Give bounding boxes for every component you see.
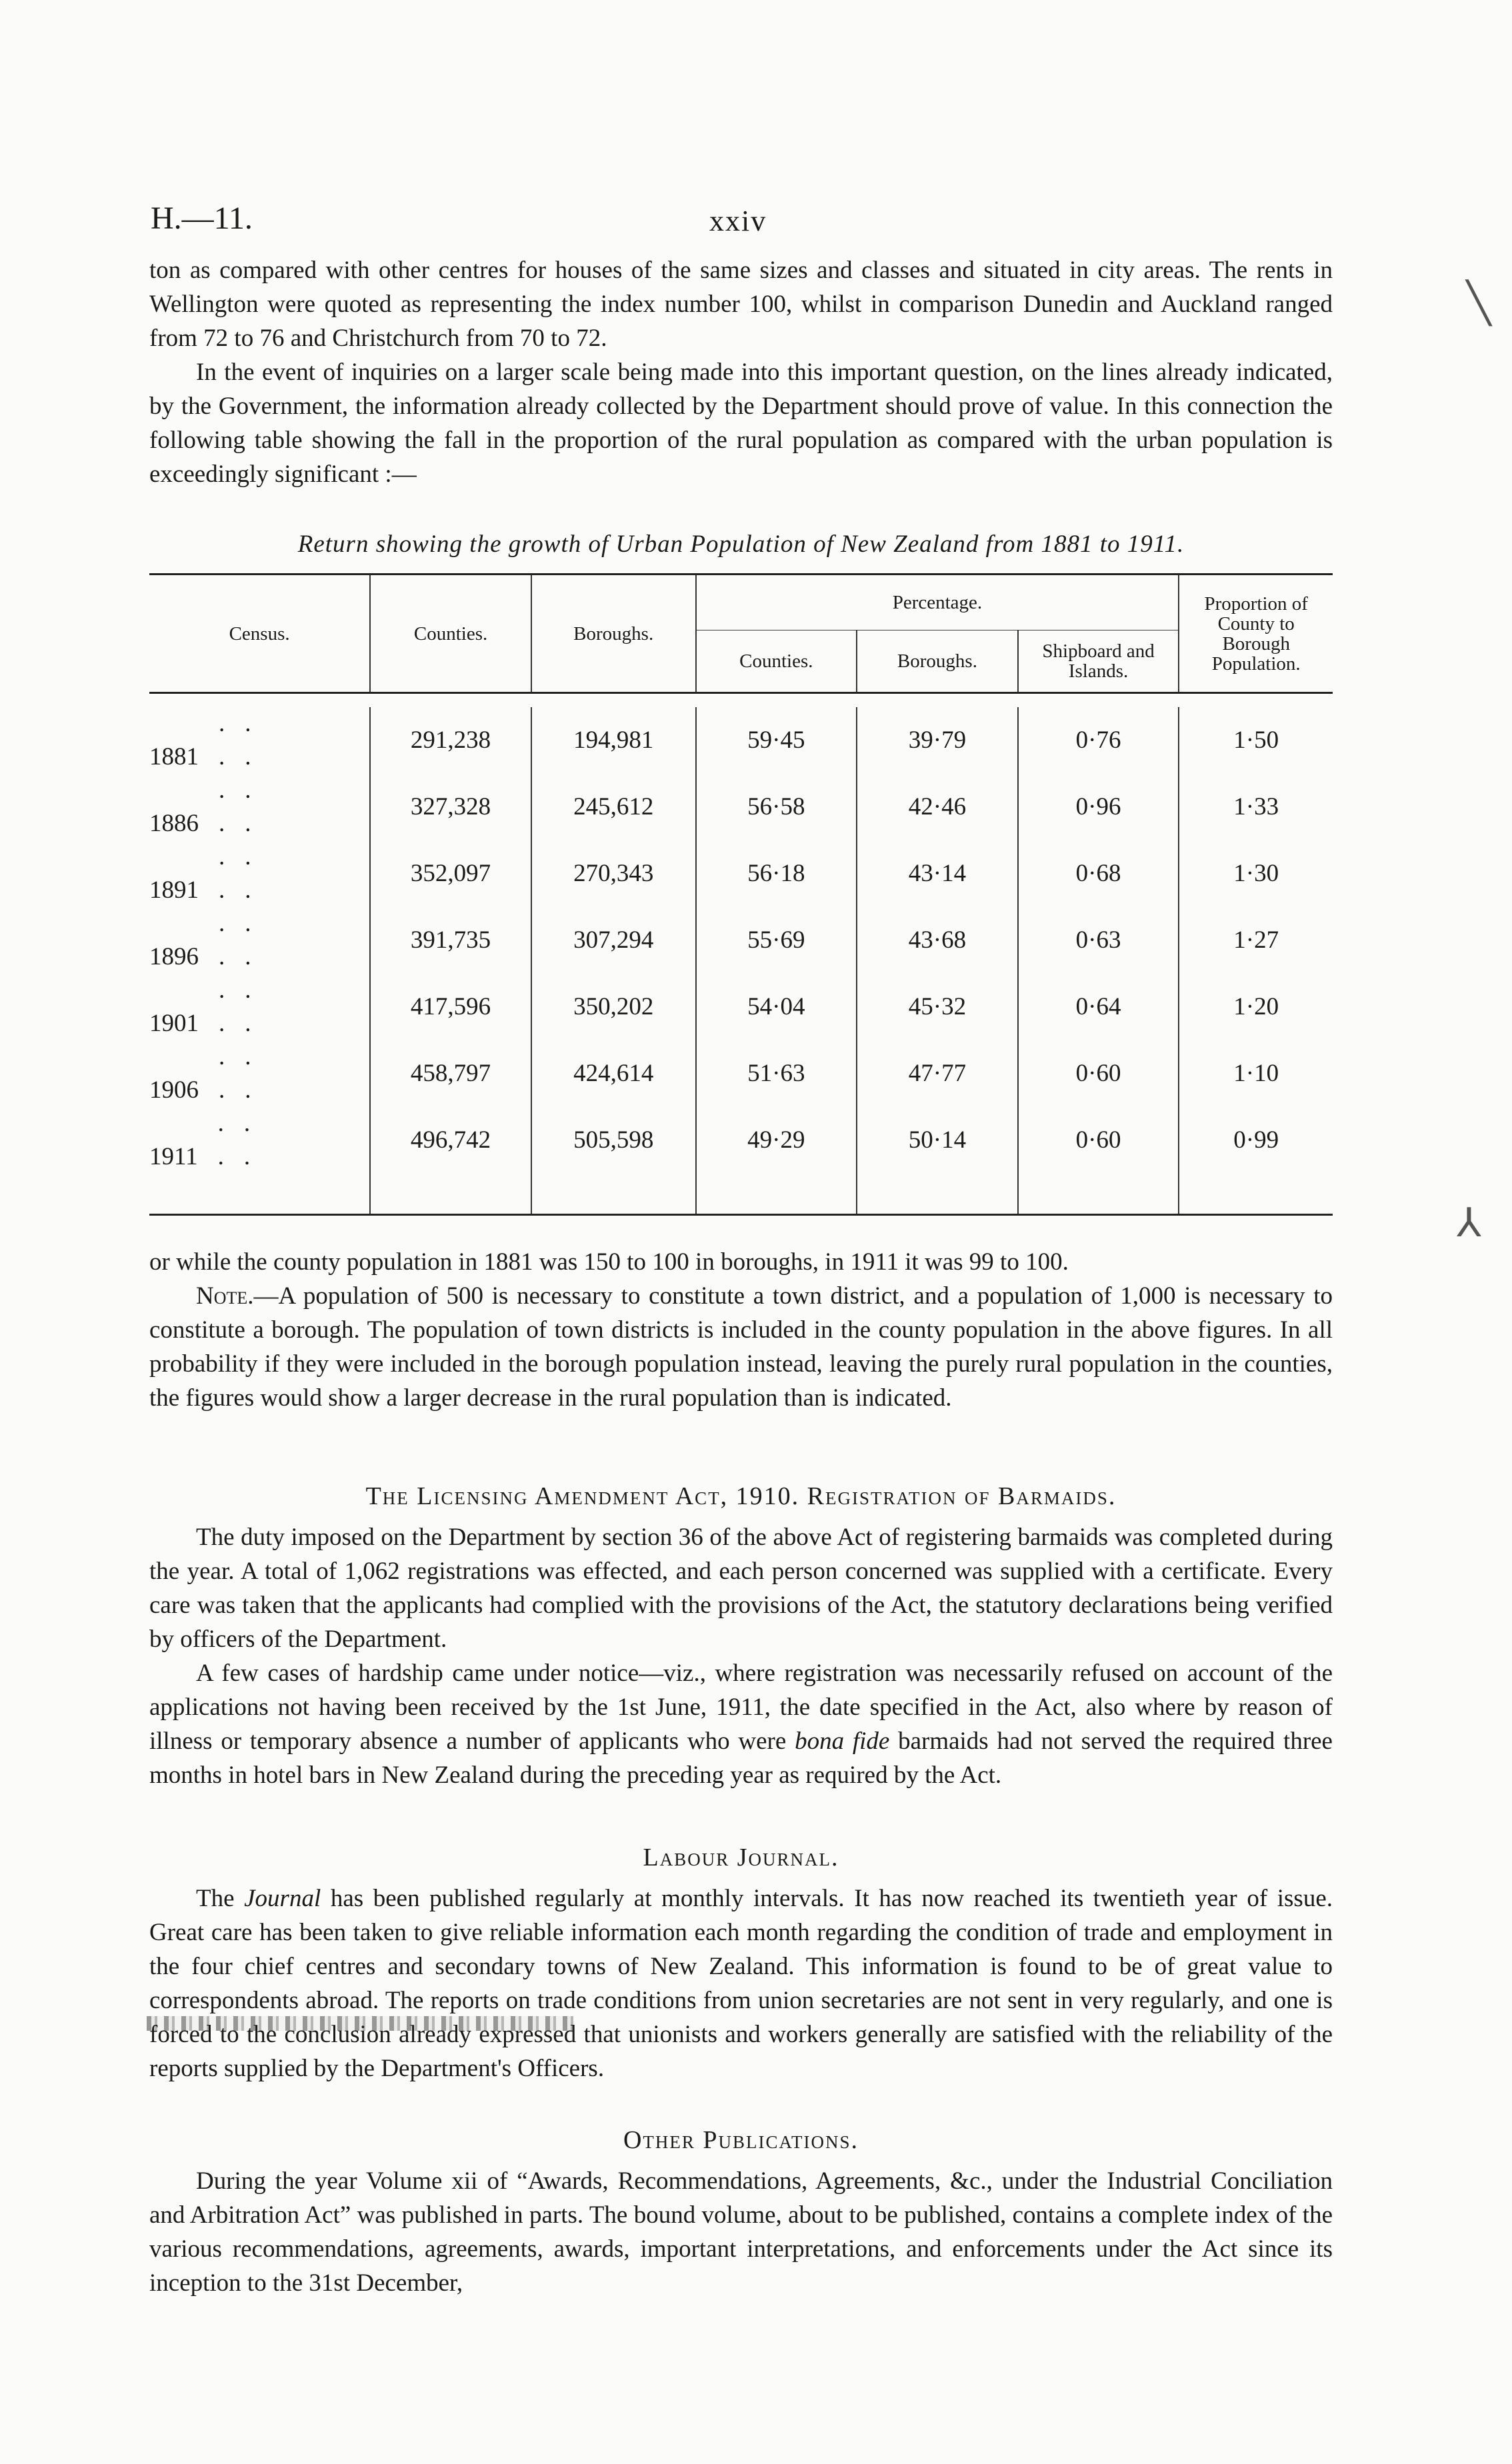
cell-proportion: 1·27 bbox=[1179, 907, 1333, 974]
col-counties: Counties. bbox=[370, 575, 531, 693]
cell-pct-shipboard: 0·60 bbox=[1018, 1107, 1179, 1174]
cell-pct-shipboard: 0·96 bbox=[1018, 774, 1179, 840]
paragraph: ton as compared with other centres for houses of the same sizes and classes and situated in city areas. The rents in Wellington were quoted as representing the index number 100, whilst in comparison Dunedin and Auckland ranged from 72 to 76 and Christchurch from 70 to 72. bbox=[149, 257, 1333, 352]
col-pct-shipboard: Shipboard and Islands. bbox=[1018, 630, 1179, 693]
cell-proportion: 1·10 bbox=[1179, 1040, 1333, 1107]
population-table bbox=[149, 573, 1333, 1216]
note-text: —A population of 500 is necessary to constitute a town district, and a population of 1,000 is necessary to constitute a borough. The population of town districts is included in the county population in the above figures. In all probability if they were included in the borough population instead, leaving the purely rural population in the counties, the figures would show a larger decrease in the rural population than is indicated. bbox=[149, 1282, 1333, 1412]
cell-proportion: 1·20 bbox=[1179, 974, 1333, 1040]
cell-proportion: 1·30 bbox=[1179, 840, 1333, 907]
table-row bbox=[149, 707, 1333, 774]
cell-pct-boroughs: 43·68 bbox=[857, 907, 1018, 974]
table-row bbox=[149, 1107, 1333, 1174]
cell-counties: 417,596 bbox=[370, 974, 531, 1040]
leader-dots: .. .. bbox=[219, 1043, 271, 1104]
cell-boroughs: 245,612 bbox=[531, 774, 696, 840]
cell-proportion: 0·99 bbox=[1179, 1107, 1333, 1174]
cell-pct-boroughs: 47·77 bbox=[857, 1040, 1018, 1107]
cell-boroughs: 307,294 bbox=[531, 907, 696, 974]
note-paragraph bbox=[149, 1279, 1333, 1415]
paragraph bbox=[149, 1881, 1333, 2085]
cell-proportion: 1·50 bbox=[1179, 707, 1333, 774]
cell-year: 1896 bbox=[149, 943, 199, 970]
cell-boroughs: 270,343 bbox=[531, 840, 696, 907]
cell-pct-counties: 54·04 bbox=[696, 974, 857, 1040]
cell-pct-shipboard: 0·64 bbox=[1018, 974, 1179, 1040]
cell-year: 1906 bbox=[149, 1076, 199, 1104]
col-proportion: Proportion of County to Borough Population. bbox=[1179, 575, 1333, 693]
table-row bbox=[149, 774, 1333, 840]
text-run: barmaids had not served the required three months in hotel bars in New Zealand during the preceding year as required by the Act. bbox=[149, 1728, 1333, 1789]
section-heading-labour: Labour Journal. bbox=[643, 1844, 839, 1871]
cell-counties: 458,797 bbox=[370, 1040, 531, 1107]
italic-run: Journal bbox=[244, 1885, 321, 1912]
table-row bbox=[149, 1040, 1333, 1107]
cell-pct-boroughs: 45·32 bbox=[857, 974, 1018, 1040]
table-title: Return showing the growth of Urban Population of New Zealand from 1881 to 1911. bbox=[297, 531, 1185, 558]
cell-counties: 327,328 bbox=[370, 774, 531, 840]
cell-pct-boroughs: 43·14 bbox=[857, 840, 1018, 907]
cell-boroughs: 505,598 bbox=[531, 1107, 696, 1174]
cell-counties: 496,742 bbox=[370, 1107, 531, 1174]
section-heading-other: Other Publications. bbox=[623, 2126, 859, 2154]
col-boroughs: Boroughs. bbox=[531, 575, 696, 693]
italic-run: bona fide bbox=[795, 1728, 890, 1755]
cell-pct-counties: 51·63 bbox=[696, 1040, 857, 1107]
cell-boroughs: 424,614 bbox=[531, 1040, 696, 1107]
leader-dots: .. .. bbox=[217, 1110, 271, 1170]
document-code: H.—11. bbox=[151, 201, 253, 236]
table-row bbox=[149, 840, 1333, 907]
cell-boroughs: 194,981 bbox=[531, 707, 696, 774]
col-pct-counties: Counties. bbox=[696, 630, 857, 693]
leader-dots: .. .. bbox=[219, 710, 271, 770]
cell-pct-counties: 56·58 bbox=[696, 774, 857, 840]
leader-dots: .. .. bbox=[219, 776, 271, 837]
leader-dots: .. .. bbox=[219, 976, 271, 1037]
scan-mark: ⅄ bbox=[1457, 1201, 1481, 1245]
text-run: has been published regularly at monthly intervals. It has now reached its twentieth year of issue. Great care has been taken to give reliable information each month regarding the condition of trade and employment in the four chief centres and secondary towns of New Zealand. This information is found to be of great value to correspondents abroad. The reports on trade conditions from union secretaries are not sent in very regularly, and one is forced to the conclusion already expressed that unionists and workers generally are satisfied with the reliability of the reports supplied by the Department's Officers. bbox=[149, 1885, 1333, 2082]
text-run: A few cases of hardship came under notice—viz., where registration was necessarily refused on account of the applications not having been received by the 1st June, 1911, the date specified in the Act, also where by reason of illness or temporary absence a number of applicants who were bbox=[149, 1660, 1333, 1755]
cell-pct-shipboard: 0·60 bbox=[1018, 1040, 1179, 1107]
cell-pct-boroughs: 50·14 bbox=[857, 1107, 1018, 1174]
cell-pct-boroughs: 42·46 bbox=[857, 774, 1018, 840]
col-percentage: Percentage. bbox=[696, 575, 1179, 630]
cell-year: 1891 bbox=[149, 876, 199, 904]
scan-mark: ╲ bbox=[1467, 281, 1491, 325]
table-row bbox=[149, 974, 1333, 1040]
paragraph: During the year Volume xii of “Awards, Recommendations, Agreements, &c., under the Industrial Conciliation and Arbitration Act” was published in parts. The bound volume, about to be published, contains a complete index of the various recommendations, agreements, awards, important interpretations, and enforcements under the Act since its inception to the 31st December, bbox=[149, 2167, 1333, 2297]
cell-counties: 291,238 bbox=[370, 707, 531, 774]
page bbox=[149, 200, 1333, 2300]
paragraph: In the event of inquiries on a larger scale being made into this important question, on the lines already indicated, by the Government, the information already collected by the Department should prove of value. In this connection the following table showing the fall in the proportion of the rural population as compared with the urban population is exceedingly significant :— bbox=[149, 359, 1333, 488]
leader-dots: .. .. bbox=[219, 910, 271, 970]
paragraph bbox=[149, 1656, 1333, 1792]
cell-pct-shipboard: 0·63 bbox=[1018, 907, 1179, 974]
leader-dots: .. .. bbox=[219, 843, 271, 904]
cell-proportion: 1·33 bbox=[1179, 774, 1333, 840]
cell-year: 1911 bbox=[149, 1143, 198, 1170]
cell-year: 1886 bbox=[149, 810, 199, 837]
cell-counties: 352,097 bbox=[370, 840, 531, 907]
col-census: Census. bbox=[229, 622, 290, 644]
cell-pct-counties: 56·18 bbox=[696, 840, 857, 907]
cell-year: 1901 bbox=[149, 1010, 199, 1037]
table-row bbox=[149, 907, 1333, 974]
col-pct-boroughs: Boroughs. bbox=[857, 630, 1018, 693]
note-label: Note. bbox=[196, 1282, 254, 1310]
cell-pct-shipboard: 0·68 bbox=[1018, 840, 1179, 907]
cell-pct-counties: 59·45 bbox=[696, 707, 857, 774]
cell-pct-counties: 55·69 bbox=[696, 907, 857, 974]
cell-pct-shipboard: 0·76 bbox=[1018, 707, 1179, 774]
cell-pct-counties: 49·29 bbox=[696, 1107, 857, 1174]
page-number: xxiv bbox=[709, 205, 767, 237]
paragraph: or while the county population in 1881 was 150 to 100 in boroughs, in 1911 it was 99 to 100. bbox=[149, 1248, 1069, 1276]
page-header bbox=[149, 200, 1333, 253]
cell-counties: 391,735 bbox=[370, 907, 531, 974]
cell-pct-boroughs: 39·79 bbox=[857, 707, 1018, 774]
text-run: The bbox=[196, 1885, 245, 1912]
paragraph: The duty imposed on the Department by section 36 of the above Act of registering barmaids was completed during the year. A total of 1,062 registrations was effected, and each person concerned was supplied with a certificate. Every care was taken that the applicants had complied with the provisions of the Act, the statutory declarations being verified by officers of the Department. bbox=[149, 1524, 1333, 1653]
cell-year: 1881 bbox=[149, 743, 199, 770]
cell-boroughs: 350,202 bbox=[531, 974, 696, 1040]
section-heading-licensing: The Licensing Amendment Act, 1910. Registration of Barmaids. bbox=[365, 1482, 1117, 1510]
